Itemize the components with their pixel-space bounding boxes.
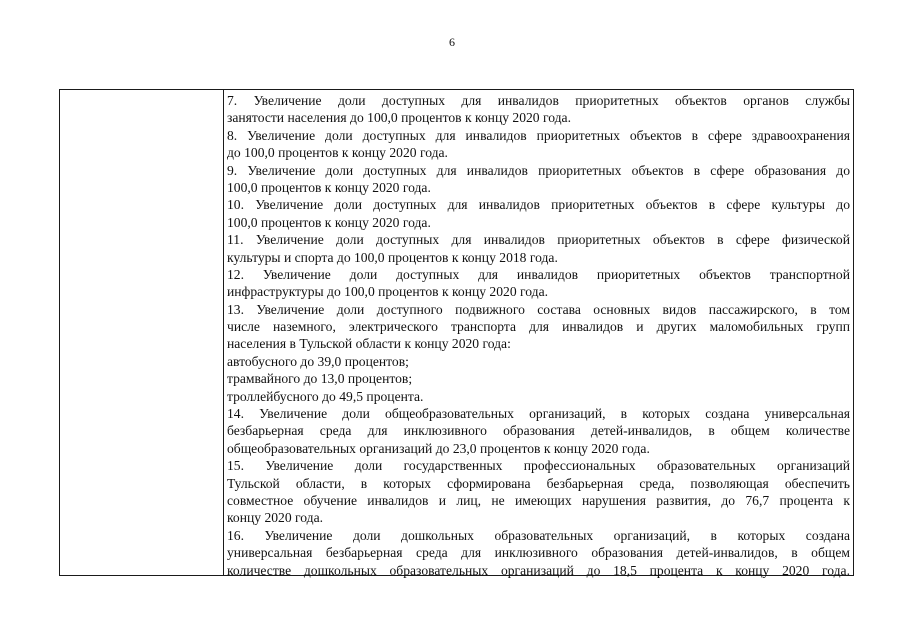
text-line: общеобразовательных организаций до 23,0 процентов к концу 2020 года. bbox=[227, 440, 650, 456]
text-line: совместное обучение инвалидов и лиц, не имеющих нарушения развития, до 76,7 процента к bbox=[227, 492, 850, 508]
text-line: 16. Увеличение доли дошкольных образовательных организаций, в которых создана bbox=[227, 527, 850, 543]
text-line: 8. Увеличение доли доступных для инвалидов приоритетных объектов в сфере здравоохранения bbox=[227, 127, 850, 143]
table-left-cell bbox=[60, 90, 224, 575]
document-table bbox=[59, 89, 854, 576]
text-line: населения в Тульской области к концу 2020 года: bbox=[227, 336, 511, 352]
text-line: 15. Увеличение доли государственных профессиональных образовательных организаций bbox=[227, 458, 850, 474]
text-line: до 100,0 процентов к концу 2020 года. bbox=[227, 145, 448, 161]
text-line: Тульской области, в которых сформирована безбарьерная среда, позволяющая обеспечить bbox=[227, 475, 850, 491]
text-line: концу 2020 года. bbox=[227, 510, 324, 526]
text-line: троллейбусного до 49,5 процента. bbox=[227, 388, 424, 404]
text-line: 11. Увеличение доли доступных для инвалидов приоритетных объектов в сфере физической bbox=[227, 232, 850, 248]
text-line: 100,0 процентов к концу 2020 года. bbox=[227, 214, 431, 230]
text-line: 12. Увеличение доли доступных для инвалидов приоритетных объектов транспортной bbox=[227, 266, 850, 282]
text-line: 14. Увеличение доли общеобразовательных организаций, в которых создана универсальная bbox=[227, 406, 850, 422]
text-line: безбарьерная среда для инклюзивного образования детей-инвалидов, в общем количестве bbox=[227, 423, 850, 439]
text-line: занятости населения до 100,0 процентов к концу 2020 года. bbox=[227, 110, 571, 126]
text-line: универсальная безбарьерная среда для инклюзивного образования детей-инвалидов, в общем bbox=[227, 545, 850, 561]
text-line: автобусного до 39,0 процентов; bbox=[227, 353, 409, 369]
text-line: числе наземного, электрического транспорта для инвалидов и других маломобильных групп bbox=[227, 319, 850, 335]
text-line: 7. Увеличение доли доступных для инвалидов приоритетных объектов органов службы bbox=[227, 93, 850, 108]
text-line: инфраструктуры до 100,0 процентов к концу 2020 года. bbox=[227, 284, 549, 300]
page-number: 6 bbox=[449, 35, 455, 49]
text-line: трамвайного до 13,0 процентов; bbox=[227, 371, 413, 387]
text-line: 100,0 процентов к концу 2020 года. bbox=[227, 179, 431, 195]
text-line: 9. Увеличение доли доступных для инвалидов приоритетных объектов в сфере образования до bbox=[227, 162, 850, 178]
text-line: культуры и спорта до 100,0 процентов к концу 2018 года. bbox=[227, 249, 558, 265]
text-line: количестве дошкольных образовательных организаций до 18,5 процента к концу 2020 года. bbox=[227, 562, 850, 578]
text-line: 13. Увеличение доли доступного подвижного состава основных видов пассажирского, в том bbox=[227, 301, 850, 317]
table-right-cell bbox=[227, 92, 850, 579]
text-line: 10. Увеличение доли доступных для инвалидов приоритетных объектов в сфере культуры до bbox=[227, 197, 850, 213]
